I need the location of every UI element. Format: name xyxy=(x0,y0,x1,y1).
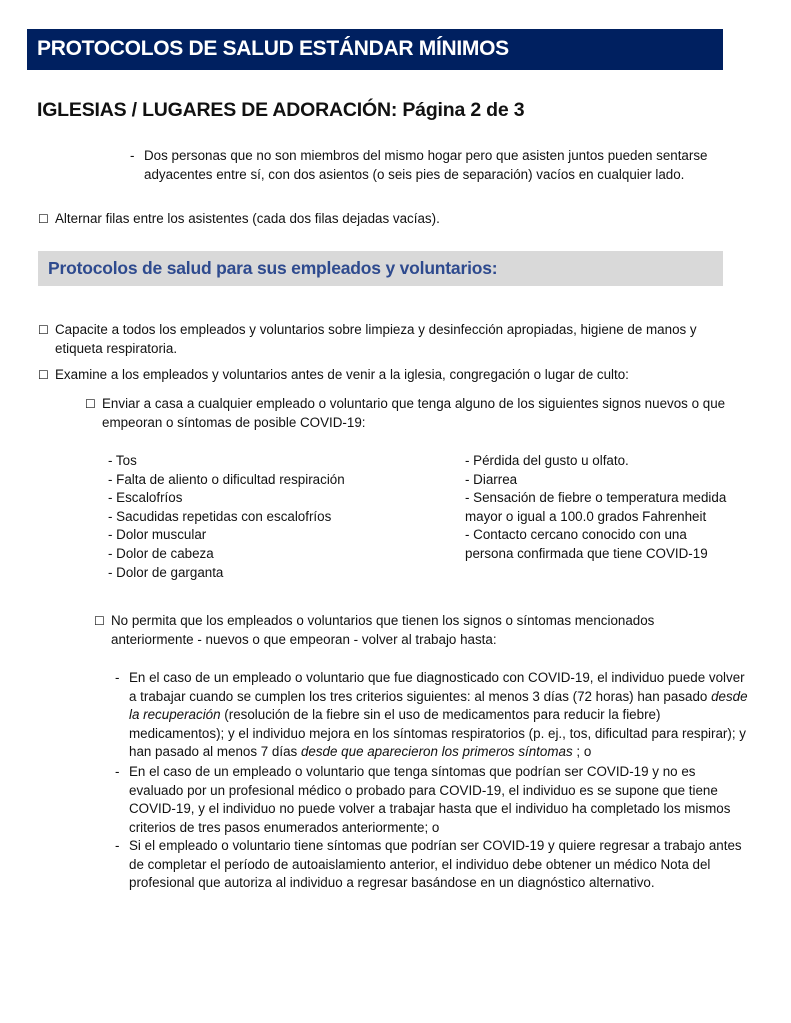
checklist-item-text: No permita que los empleados o voluntarios que tienen los signos o síntomas mencionados anteriormente - nuevos o que empeoran - volver al trabajo hasta: xyxy=(111,613,655,647)
section-header xyxy=(38,251,723,286)
condition-text-part: ; o xyxy=(572,744,592,760)
banner-title: PROTOCOLOS DE SALUD ESTÁNDAR MÍNIMOS xyxy=(37,37,509,61)
condition-text xyxy=(129,669,750,762)
seating-note-text: Dos personas que no son miembros del mismo hogar pero que asisten juntos pueden sentarse adyacentes entre sí, con dos asientos (o seis pies de separación) vacíos en cualquier lado. xyxy=(144,148,708,182)
condition-emphasis: desde que aparecieron los primeros síntomas xyxy=(300,744,573,760)
condition-text-part: En el caso de un empleado o voluntario que fue diagnosticado con COVID-19, el individuo puede volver a trabajar cuando se cumplen los tres criterios siguientes: al menos 3 días (72 horas) han pasado xyxy=(129,670,745,704)
dash-bullet: - xyxy=(115,764,120,779)
symptom-item: - Sensación de fiebre o temperatura medida xyxy=(465,490,727,506)
checklist-item-screening xyxy=(38,366,738,385)
condition-text: En el caso de un empleado o voluntario que tenga síntomas que podrían ser COVID-19 y no es evaluado por un profesional médico o probado para COVID-19, el individuo es se supone que tiene COVID-19, y el individuo no puede volver a trabajar hasta que el individuo ha completado los mismos criterios de tres pasos enumerados anteriormente; o xyxy=(129,764,731,835)
symptom-item: - Contacto cercano conocido con una xyxy=(465,527,687,543)
checklist-item-text: Alternar filas entre los asistentes (cada dos filas dejadas vacías). xyxy=(55,211,440,226)
dash-bullet: - xyxy=(115,670,120,685)
checklist-item-text: Capacite a todos los empleados y voluntarios sobre limpieza y desinfección apropiadas, higiene de manos y etiqueta respiratoria. xyxy=(55,322,697,356)
checklist-item-no-return xyxy=(94,612,704,649)
symptom-item: persona confirmada que tiene COVID-19 xyxy=(465,545,708,561)
return-condition-diagnosed xyxy=(115,669,750,762)
symptoms-list-right xyxy=(465,452,726,564)
dash-bullet: - xyxy=(130,148,135,163)
checkbox-icon[interactable]: ☐ xyxy=(38,368,49,382)
checkbox-icon[interactable]: ☐ xyxy=(38,323,49,337)
symptom-item: - Falta de aliento o dificultad respiración xyxy=(108,471,345,487)
condition-emphasis: desde la recuperación xyxy=(129,688,748,723)
checklist-item-alternate-rows xyxy=(38,210,718,229)
condition-text-part: (resolución de la fiebre sin el uso de medicamentos para reducir la fiebre) medicamentos); y el individuo mejora en los síntomas respiratorios (p. ej., tos, dificultad para respirar); y han pasado al menos 7 días xyxy=(129,707,746,760)
condition-text: Si el empleado o voluntario tiene síntomas que podrían ser COVID-19 y quiere regresar a trabajo antes de completar el período de autoaislamiento anterior, el individuo debe obtener un médico Nota del profesional que autoriza al individuo a regresar basándose en un diagnóstico alternativo. xyxy=(129,838,742,891)
return-condition-early-return xyxy=(115,837,755,893)
symptom-item: - Pérdida del gusto u olfato. xyxy=(465,453,629,468)
symptom-item: - Escalofríos xyxy=(108,490,183,506)
checkbox-icon[interactable]: ☐ xyxy=(38,212,49,226)
symptom-item: - Tos xyxy=(108,453,137,468)
page-heading: IGLESIAS / LUGARES DE ADORACIÓN: Página 2 de 3 xyxy=(37,99,525,121)
symptom-item: - Diarrea xyxy=(465,471,518,487)
checklist-item-training xyxy=(38,321,738,358)
symptom-item: - Dolor de cabeza xyxy=(108,545,214,561)
checklist-item-text: Enviar a casa a cualquier empleado o voluntario que tenga alguno de los siguientes signos nuevos o que empeoran o síntomas de posible COVID-19: xyxy=(102,396,726,430)
checklist-item-text: Examine a los empleados y voluntarios antes de venir a la iglesia, congregación o lugar de culto: xyxy=(55,367,629,382)
section-title: Protocolos de salud para sus empleados y voluntarios: xyxy=(48,258,498,279)
checkbox-icon[interactable]: ☐ xyxy=(85,397,96,411)
symptom-item: mayor o igual a 100.0 grados Fahrenheit xyxy=(465,508,707,524)
checklist-item-send-home xyxy=(85,395,745,432)
symptom-item: - Sacudidas repetidas con escalofríos xyxy=(108,508,332,524)
checkbox-icon[interactable]: ☐ xyxy=(94,614,105,628)
header-banner xyxy=(27,29,723,70)
symptoms-list-left xyxy=(108,452,345,582)
symptom-item: - Dolor muscular xyxy=(108,527,207,543)
seating-note xyxy=(130,147,750,184)
dash-bullet: - xyxy=(115,838,120,853)
return-condition-untested xyxy=(115,763,750,837)
symptom-item: - Dolor de garganta xyxy=(108,564,224,580)
